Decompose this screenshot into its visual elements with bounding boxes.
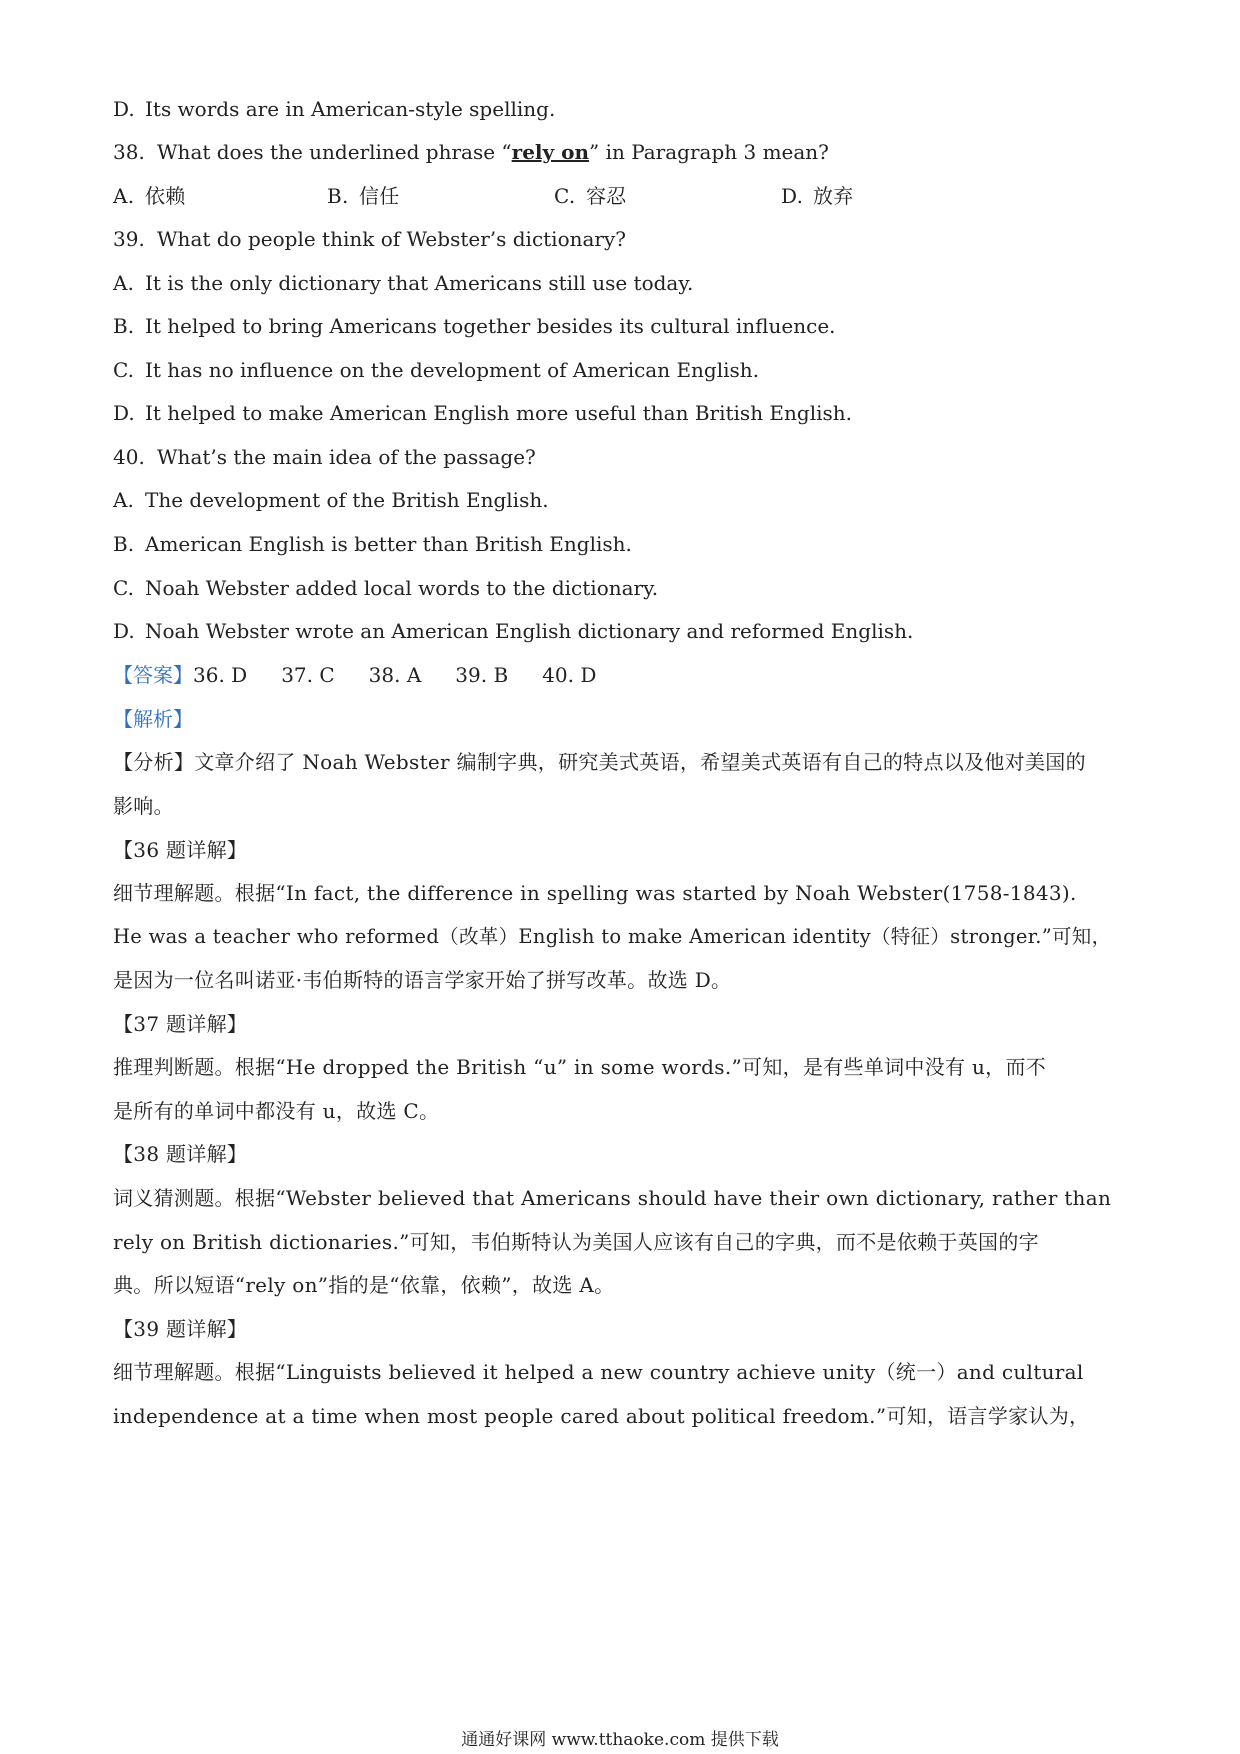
detail-38-line-1: 词义猜测题。根据“Webster believed that Americans should have their own dictionary, rather than [113,1186,1112,1210]
question-number: 38. [113,140,145,164]
q38-option-c [554,182,627,210]
option-text: It helped to make American English more useful than British English. [145,401,853,425]
question-number: 39. [113,227,145,251]
option-label: A. [113,488,134,512]
detail-39-line-1: 细节理解题。根据“Linguists believed it helped a new country achieve unity（统一）and cultural [113,1360,1084,1384]
option-text: Noah Webster added local words to the dictionary. [145,576,659,600]
question-text-before: What does the underlined phrase “ [157,140,512,164]
q40-option-d [113,617,1133,645]
option-label: B. [113,532,135,556]
q40-option-b [113,530,1133,558]
option-label: C. [113,358,134,382]
question-40 [113,443,1133,471]
question-text-after: ” in Paragraph 3 mean? [588,140,829,164]
option-text: Its words are in American-style spelling. [145,97,556,121]
answer-line [113,661,1133,689]
detail-36-heading: 【36 题详解】 [113,838,248,862]
answer-item: 37. C [281,663,335,687]
page-footer: 通通好课网 www.tthaoke.com 提供下载 [461,1730,779,1750]
question-38 [113,138,1133,166]
option-label: D. [113,401,135,425]
q39-option-d [113,399,1133,427]
option-text: It helped to bring Americans together besides its cultural influence. [145,314,836,338]
analysis-line-1: 【分析】文章介绍了 Noah Webster 编制字典，研究美式英语，希望美式英语有自己的特点以及他对美国的 [113,750,1086,774]
q40-option-c [113,574,1133,602]
question-text: What’s the main idea of the passage? [157,445,536,469]
q38-option-d [781,182,854,210]
q39-option-a [113,269,1133,297]
detail-38-line-3: 典。所以短语“rely on”指的是“依靠，依赖”，故选 A。 [113,1273,615,1297]
analysis-line-2: 影响。 [113,794,174,818]
option-label: B. [327,184,349,208]
q39-option-c [113,356,1133,384]
option-text: American English is better than British English. [145,532,632,556]
underlined-phrase: rely on [511,140,589,164]
detail-39-heading: 【39 题详解】 [113,1317,248,1341]
option-text: It has no influence on the development of American English. [145,358,760,382]
question-number: 40. [113,445,145,469]
detail-38-heading: 【38 题详解】 [113,1142,248,1166]
q40-option-a [113,486,1133,514]
option-label: C. [113,576,134,600]
q37-option-d [113,95,1133,123]
q38-option-a [113,182,186,210]
analysis-tag: 【解析】 [113,707,193,731]
detail-36-line-3: 是因为一位名叫诺亚·韦伯斯特的语言学家开始了拼写改革。故选 D。 [113,968,732,992]
option-label: A. [113,184,135,208]
detail-38-line-2: rely on British dictionaries.”可知，韦伯斯特认为美国人应该有自己的字典，而不是依赖于英国的字 [113,1230,1039,1254]
option-text: Noah Webster wrote an American English dictionary and reformed English. [145,619,914,643]
detail-39-line-2: independence at a time when most people cared about political freedom.”可知，语言学家认为， [113,1404,1090,1428]
answer-item: 39. B [455,663,509,687]
option-text: 放弃 [813,184,854,208]
option-label: D. [781,184,804,208]
option-label: A. [113,271,134,295]
answer-item: 38. A [368,663,422,687]
option-text: It is the only dictionary that Americans still use today. [145,271,694,295]
answer-tag: 【答案】 [113,663,193,687]
option-text: 依赖 [145,184,186,208]
option-label: C. [554,184,576,208]
answer-item: 36. D [193,663,248,687]
answer-item: 40. D [542,663,597,687]
detail-36-line-2: He was a teacher who reformed（改革）English to make American identity（特征）stronger.”可知， [113,925,1112,948]
q39-option-b [113,312,1133,340]
q38-option-b [327,182,400,210]
option-text: The development of the British English. [145,488,549,512]
detail-37-line-1: 推理判断题。根据“He dropped the British “u” in some words.”可知，是有些单词中没有 u，而不 [113,1055,1047,1079]
option-label: B. [113,314,135,338]
detail-36-line-1: 细节理解题。根据“In fact, the difference in spelling was started by Noah Webster(1758-1843). [113,881,1077,905]
option-text: 容忍 [586,184,627,208]
option-label: D. [113,97,135,121]
detail-37-heading: 【37 题详解】 [113,1012,248,1036]
option-text: 信任 [359,184,400,208]
option-label: D. [113,619,135,643]
question-39 [113,225,1133,253]
detail-37-line-2: 是所有的单词中都没有 u，故选 C。 [113,1099,440,1123]
question-text: What do people think of Webster’s dictionary? [157,227,627,251]
